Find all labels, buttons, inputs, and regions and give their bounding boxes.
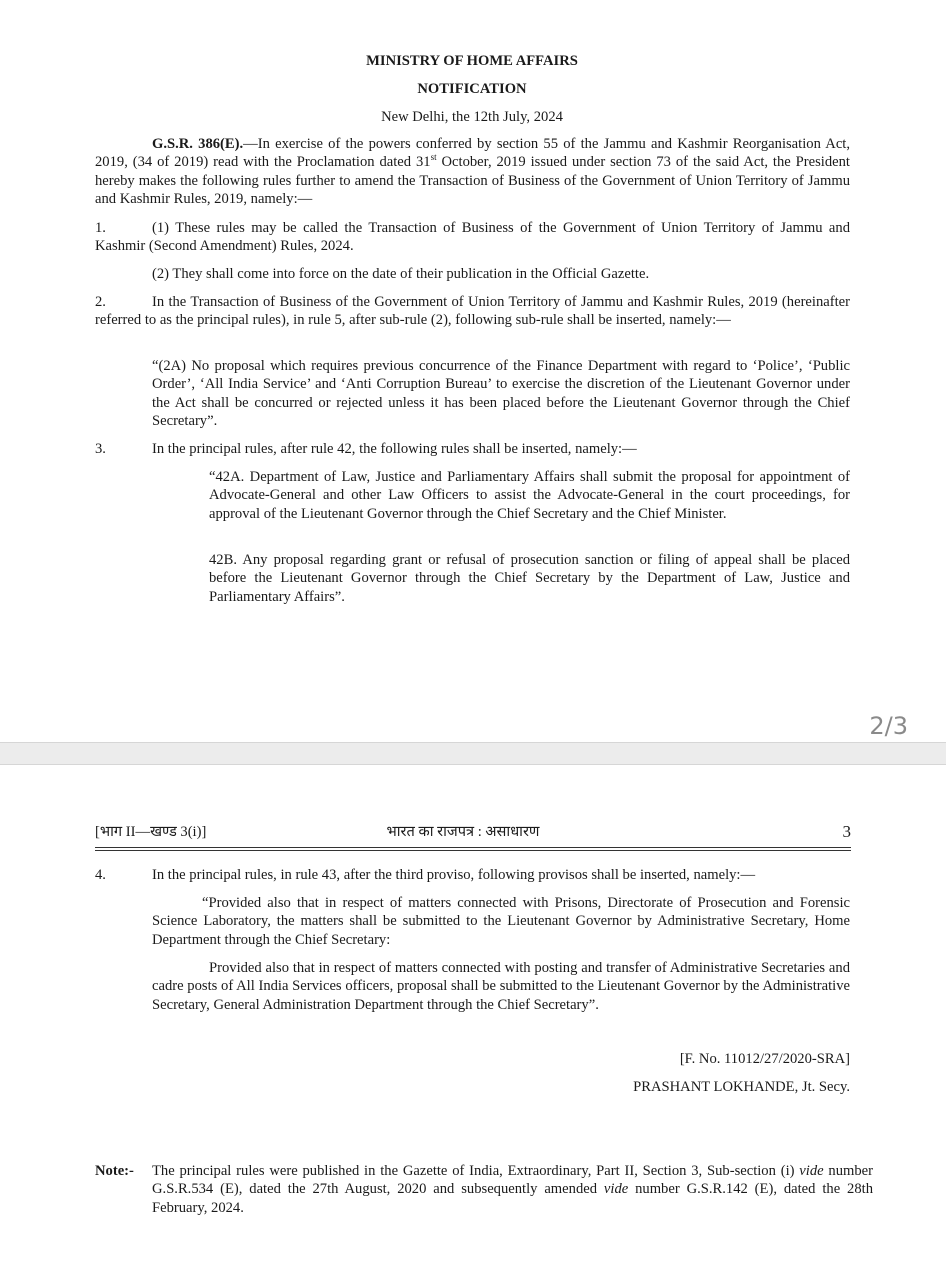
- rule-42a: “42A. Department of Law, Justice and Parliamentary Affairs shall submit the proposal for appointment of Advocate-General and other Law Officers to assist the Advocate-General in the court proceedings, for approval of the Lieutenant Governor through the Chief Secretary and the Chief Minister.: [209, 469, 850, 522]
- header-page-number: 3: [842, 822, 851, 841]
- signatory: PRASHANT LOKHANDE, Jt. Secy.: [633, 1079, 850, 1095]
- rule-1-sub-1: (1) These rules may be called the Transaction of Business of the Government of Union Territory of Jammu and Kashmir (Second Amendment) Rules, 2024.: [95, 220, 850, 255]
- header-part-section: [भाग II—खण्ड 3(i)]: [95, 824, 207, 840]
- ministry-heading: MINISTRY OF HOME AFFAIRS: [366, 53, 578, 69]
- rule-2-text: In the Transaction of Business of the Government of Union Territory of Jammu and Kashmir Rules, 2019 (hereinafter referred to as the principal rules), in rule 5, after sub-rule (2), following sub-rule shall be inserted, namely:—: [95, 294, 850, 329]
- header-rule-bottom: [95, 850, 851, 851]
- file-number: [F. No. 11012/27/2020-SRA]: [679, 1051, 850, 1067]
- rule-3-number: 3.: [95, 441, 106, 457]
- rule-1-number: 1.: [95, 220, 106, 236]
- rule-42b: 42B. Any proposal regarding grant or refusal of prosecution sanction or filing of appeal shall be placed before the Lieutenant Governor through the Chief Secretary by the Department of Law, Justice and Parliamentary Affairs”.: [209, 552, 850, 605]
- rule-4-text: In the principal rules, in rule 43, after the third proviso, following provisos shall be inserted, namely:—: [152, 867, 756, 883]
- gsr-number: G.S.R. 386(E).: [152, 136, 244, 152]
- place-date: New Delhi, the 12th July, 2024: [381, 109, 563, 125]
- page-indicator: 2/3: [869, 712, 908, 740]
- rule-3-text: In the principal rules, after rule 42, the following rules shall be inserted, namely:—: [152, 441, 637, 457]
- header-rule-top: [95, 847, 851, 848]
- rule-2a-quote: “(2A) No proposal which requires previous concurrence of the Finance Department with regard to ‘Police’, ‘Public Order’, ‘All India Service’ and ‘Anti Corruption Bureau’ to exercise the discretion of the Lieutenant Governor under the Act shall be concurred or rejected unless it has been placed before the Lieutenant Governor through the Chief Secretary”.: [152, 358, 850, 429]
- note-label: Note:-: [95, 1163, 134, 1179]
- proviso-2: Provided also that in respect of matters connected with posting and transfer of Administrative Secretaries and cadre posts of All India Services officers, proposal shall be submitted to the Lieutenant Governor by the Administrative Secretary, General Administration Department through the Chief Secretary”.: [152, 960, 850, 1013]
- notification-heading: NOTIFICATION: [417, 81, 527, 97]
- rule-2: [95, 293, 850, 330]
- rule-1: [95, 219, 850, 256]
- page-separator: [0, 742, 946, 765]
- rule-2-number: 2.: [95, 294, 106, 310]
- rule-1-sub-2: (2) They shall come into force on the date of their publication in the Official Gazette.: [152, 266, 650, 282]
- note-text: The principal rules were published in the Gazette of India, Extraordinary, Part II, Section 3, Sub-section (i) vide number G.S.R.534 (E), dated the 27th August, 2020 and subsequently amended vide number G.S.R.142 (E), dated the 28th February, 2024.: [152, 1163, 874, 1216]
- proviso-1: “Provided also that in respect of matters connected with Prisons, Directorate of Prosecution and Forensic Science Laboratory, the matters shall be submitted to the Lieutenant Governor by Administrative Secretary, Home Department through the Chief Secretary:: [152, 895, 850, 948]
- preamble-paragraph: G.S.R. 386(E).—In exercise of the powers conferred by section 55 of the Jammu and Kashmir Reorganisation Act, 2019, (34 of 2019) read with the Proclamation dated 31st October, 2019 issued under section 73 of the said Act, the President hereby makes the following rules further to amend the Transaction of Business of the Government of Union Territory of Jammu and Kashmir Rules, 2019, namely:—: [95, 136, 850, 207]
- header-gazette-title: भारत का राजपत्र : असाधारण: [386, 824, 540, 840]
- rule-4-number: 4.: [95, 867, 106, 883]
- gazette-running-header: [95, 823, 851, 845]
